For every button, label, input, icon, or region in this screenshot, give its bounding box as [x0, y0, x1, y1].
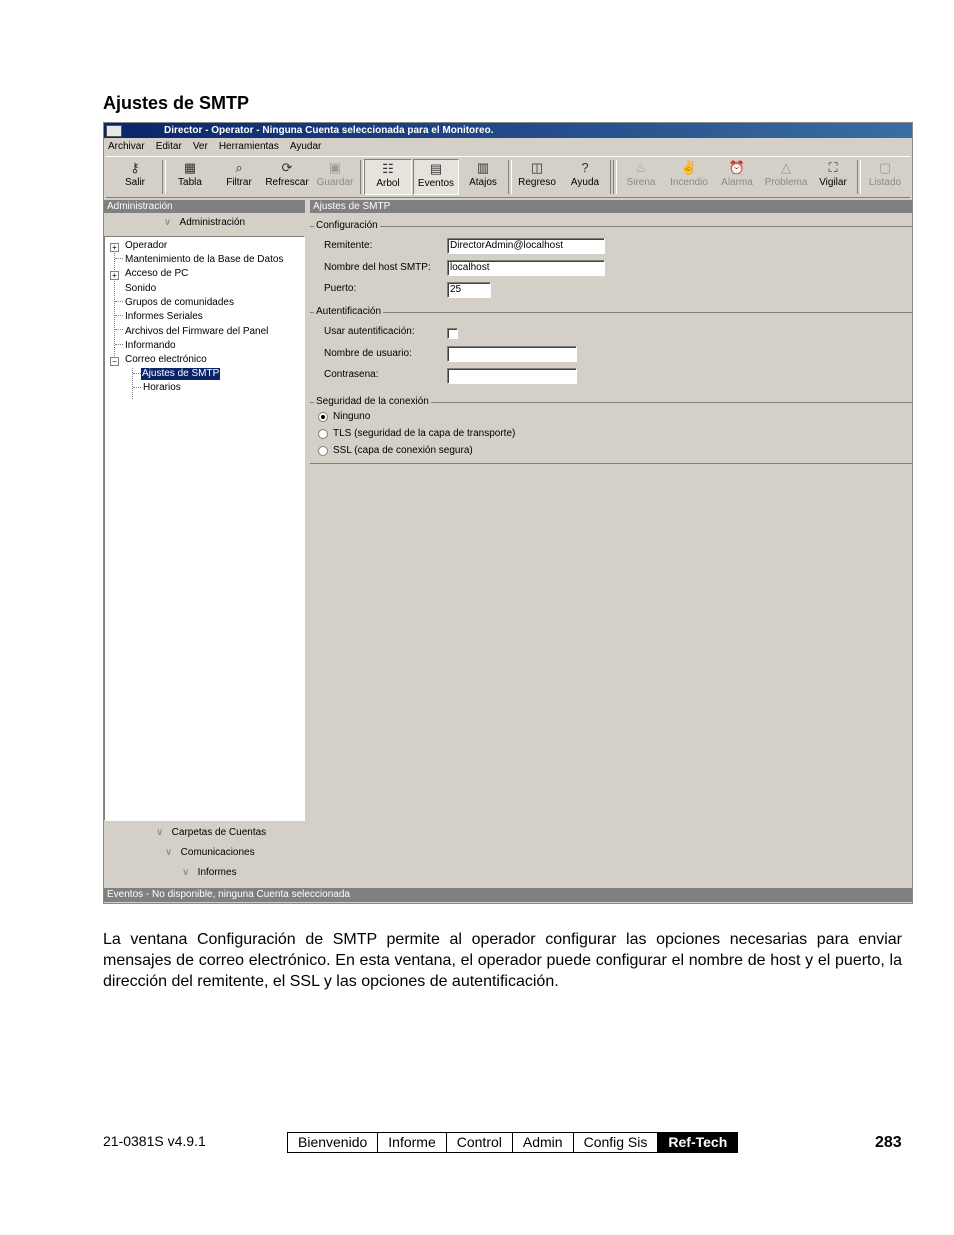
events-icon: ▤	[429, 161, 443, 176]
footer-nav-ref-tech[interactable]: Ref-Tech	[658, 1133, 737, 1152]
security-group	[310, 396, 912, 464]
toolbar-eventos-button[interactable]: ▤ Eventos	[413, 159, 459, 195]
password-label: Contrasena:	[324, 369, 379, 380]
nav-comunicaciones-button[interactable]: ∨ Comunicaciones	[165, 847, 255, 858]
host-label: Nombre del host SMTP:	[324, 262, 431, 273]
security-group-title: Seguridad de la conexión	[316, 396, 429, 407]
security-tls-radio[interactable]	[318, 429, 328, 439]
administracion-section-button[interactable]: ∨ Administración	[163, 217, 246, 228]
shortcuts-icon: ▥	[476, 160, 490, 175]
menu-ayudar[interactable]: Ayudar	[289, 141, 322, 152]
tree-item-sonido[interactable]: Sonido	[125, 283, 157, 294]
port-input[interactable]: 25	[447, 282, 491, 298]
toolbar	[106, 156, 910, 198]
port-label: Puerto:	[324, 283, 357, 294]
tree-item-informes-seriales[interactable]: Informes Seriales	[125, 311, 203, 322]
table-icon: ▦	[183, 160, 197, 175]
toolbar-regreso-button[interactable]: ◫ Regreso	[512, 159, 562, 195]
toolbar-salir-button[interactable]: ⚷ Salir	[110, 159, 160, 195]
admin-tree	[104, 236, 305, 821]
back-icon: ◫	[530, 160, 544, 175]
tree-item-ajustes-smtp[interactable]: Ajustes de SMTP	[142, 368, 220, 379]
chevron-down-icon: ∨	[156, 827, 164, 838]
status-bar: Eventos - No disponible, ninguna Cuenta seleccionada	[104, 888, 912, 902]
expand-acceso-icon[interactable]: +	[110, 271, 119, 280]
host-input[interactable]: localhost	[447, 260, 605, 276]
config-group-title: Configuración	[316, 220, 378, 231]
title-bar	[104, 123, 912, 138]
collapse-correo-icon[interactable]: −	[110, 357, 119, 366]
tree-item-horarios[interactable]: Horarios	[143, 382, 181, 393]
footer-nav-bienvenido[interactable]: Bienvenido	[288, 1133, 378, 1152]
config-group	[310, 220, 912, 309]
tree-item-acceso-pc[interactable]: Acceso de PC	[125, 268, 189, 279]
footer-nav-informe[interactable]: Informe	[378, 1133, 446, 1152]
menu-archivar[interactable]: Archivar	[108, 141, 145, 152]
security-none-radio[interactable]	[318, 412, 328, 422]
security-none-label: Ninguno	[333, 411, 371, 422]
tree-item-informando[interactable]: Informando	[125, 340, 176, 351]
toolbar-tabla-button[interactable]: ▦ Tabla	[166, 159, 214, 195]
tree-item-firmware[interactable]: Archivos del Firmware del Panel	[125, 326, 269, 337]
security-ssl-radio[interactable]	[318, 446, 328, 456]
menu-ver[interactable]: Ver	[192, 141, 208, 152]
security-ssl-label: SSL (capa de conexión segura)	[333, 445, 473, 456]
toolbar-arbol-button[interactable]: ☷ Arbol	[364, 159, 412, 195]
menu-editar[interactable]: Editar	[155, 141, 182, 152]
help-icon: ?	[581, 160, 589, 175]
siren-icon: ♨	[635, 160, 647, 175]
username-label: Nombre de usuario:	[324, 348, 412, 359]
window-title: Director - Operator - Ninguna Cuenta seleccionada para el Monitoreo.	[164, 125, 494, 136]
toolbar-vigilar-button[interactable]: ⛶ Vigilar	[812, 159, 854, 195]
right-pane-header: Ajustes de SMTP	[310, 200, 912, 213]
sender-input[interactable]: DirectorAdmin@localhost	[447, 238, 605, 254]
page-number: 283	[875, 1134, 902, 1151]
toolbar-alarma-button[interactable]: ⏰ Alarma	[714, 159, 760, 195]
chevron-down-icon: ∨	[163, 217, 172, 228]
tree-item-operador[interactable]: Operador	[125, 240, 168, 251]
expand-operador-icon[interactable]: +	[110, 243, 119, 252]
app-icon	[106, 125, 122, 137]
menu-herramientas[interactable]: Herramientas	[218, 141, 279, 152]
chevron-down-icon: ∨	[165, 847, 173, 858]
toolbar-guardar-button[interactable]: ▣ Guardar	[312, 159, 358, 195]
username-input[interactable]	[447, 346, 577, 362]
toolbar-refrescar-button[interactable]: ⟳ Refrescar	[265, 160, 309, 188]
tree-item-correo[interactable]: Correo electrónico	[125, 354, 207, 365]
body-paragraph: La ventana Configuración de SMTP permite al operador configurar las opciones necesarias para enviar mensajes de correo electrónico. En esta ventana, el operador puede configurar el nombre de host y el puerto, la dirección del remitente, el SSL y las opciones de autentificación.	[103, 931, 902, 990]
watch-icon: ⛶	[828, 160, 838, 175]
toolbar-filtrar-button[interactable]: ⌕ Filtrar	[216, 159, 262, 195]
right-pane	[310, 200, 912, 888]
tree-item-mantenimiento[interactable]: Mantenimiento de la Base de Datos	[125, 254, 284, 265]
password-input[interactable]	[447, 368, 577, 384]
footer-nav-config-sis[interactable]: Config Sis	[574, 1133, 659, 1152]
list-icon: ▢	[878, 160, 892, 175]
auth-group	[310, 306, 912, 397]
toolbar-ayuda-button[interactable]: ? Ayuda	[564, 159, 606, 195]
app-window	[103, 122, 913, 904]
auth-group-title: Autentificación	[316, 306, 382, 317]
use-auth-checkbox[interactable]	[447, 328, 458, 339]
left-pane	[104, 200, 305, 892]
chevron-down-icon: ∨	[182, 867, 190, 878]
trouble-icon: △	[781, 160, 791, 175]
tree-item-grupos[interactable]: Grupos de comunidades	[125, 297, 234, 308]
filter-icon: ⌕	[235, 160, 243, 175]
alarm-icon: ⏰	[728, 160, 746, 175]
footer-nav-admin[interactable]: Admin	[513, 1133, 574, 1152]
footer-nav-control[interactable]: Control	[447, 1133, 513, 1152]
tree-icon: ☷	[382, 161, 394, 176]
nav-informes-button[interactable]: ∨ Informes	[182, 867, 237, 878]
menu-bar	[104, 139, 912, 155]
page-heading: Ajustes de SMTP	[103, 93, 250, 113]
key-icon: ⚷	[130, 160, 140, 175]
security-tls-label: TLS (seguridad de la capa de transporte)	[333, 428, 516, 439]
toolbar-incendio-button[interactable]: ✌ Incendio	[666, 159, 712, 195]
doc-id: 21-0381S v4.9.1	[103, 1133, 206, 1149]
toolbar-listado-button[interactable]: ▢ Listado	[862, 159, 908, 195]
nav-carpetas-button[interactable]: ∨ Carpetas de Cuentas	[156, 827, 267, 838]
toolbar-problema-button[interactable]: △ Problema	[761, 159, 811, 195]
toolbar-atajos-button[interactable]: ▥ Atajos	[460, 159, 506, 195]
fire-icon: ✌	[680, 160, 698, 175]
use-auth-label: Usar autentificación:	[324, 326, 415, 337]
left-pane-header: Administración	[104, 200, 305, 213]
refresh-icon: ⟳	[281, 160, 293, 175]
footer-nav	[287, 1132, 738, 1153]
save-icon: ▣	[328, 160, 342, 175]
sender-label: Remitente:	[324, 240, 373, 251]
toolbar-sirena-button[interactable]: ♨ Sirena	[618, 159, 664, 195]
